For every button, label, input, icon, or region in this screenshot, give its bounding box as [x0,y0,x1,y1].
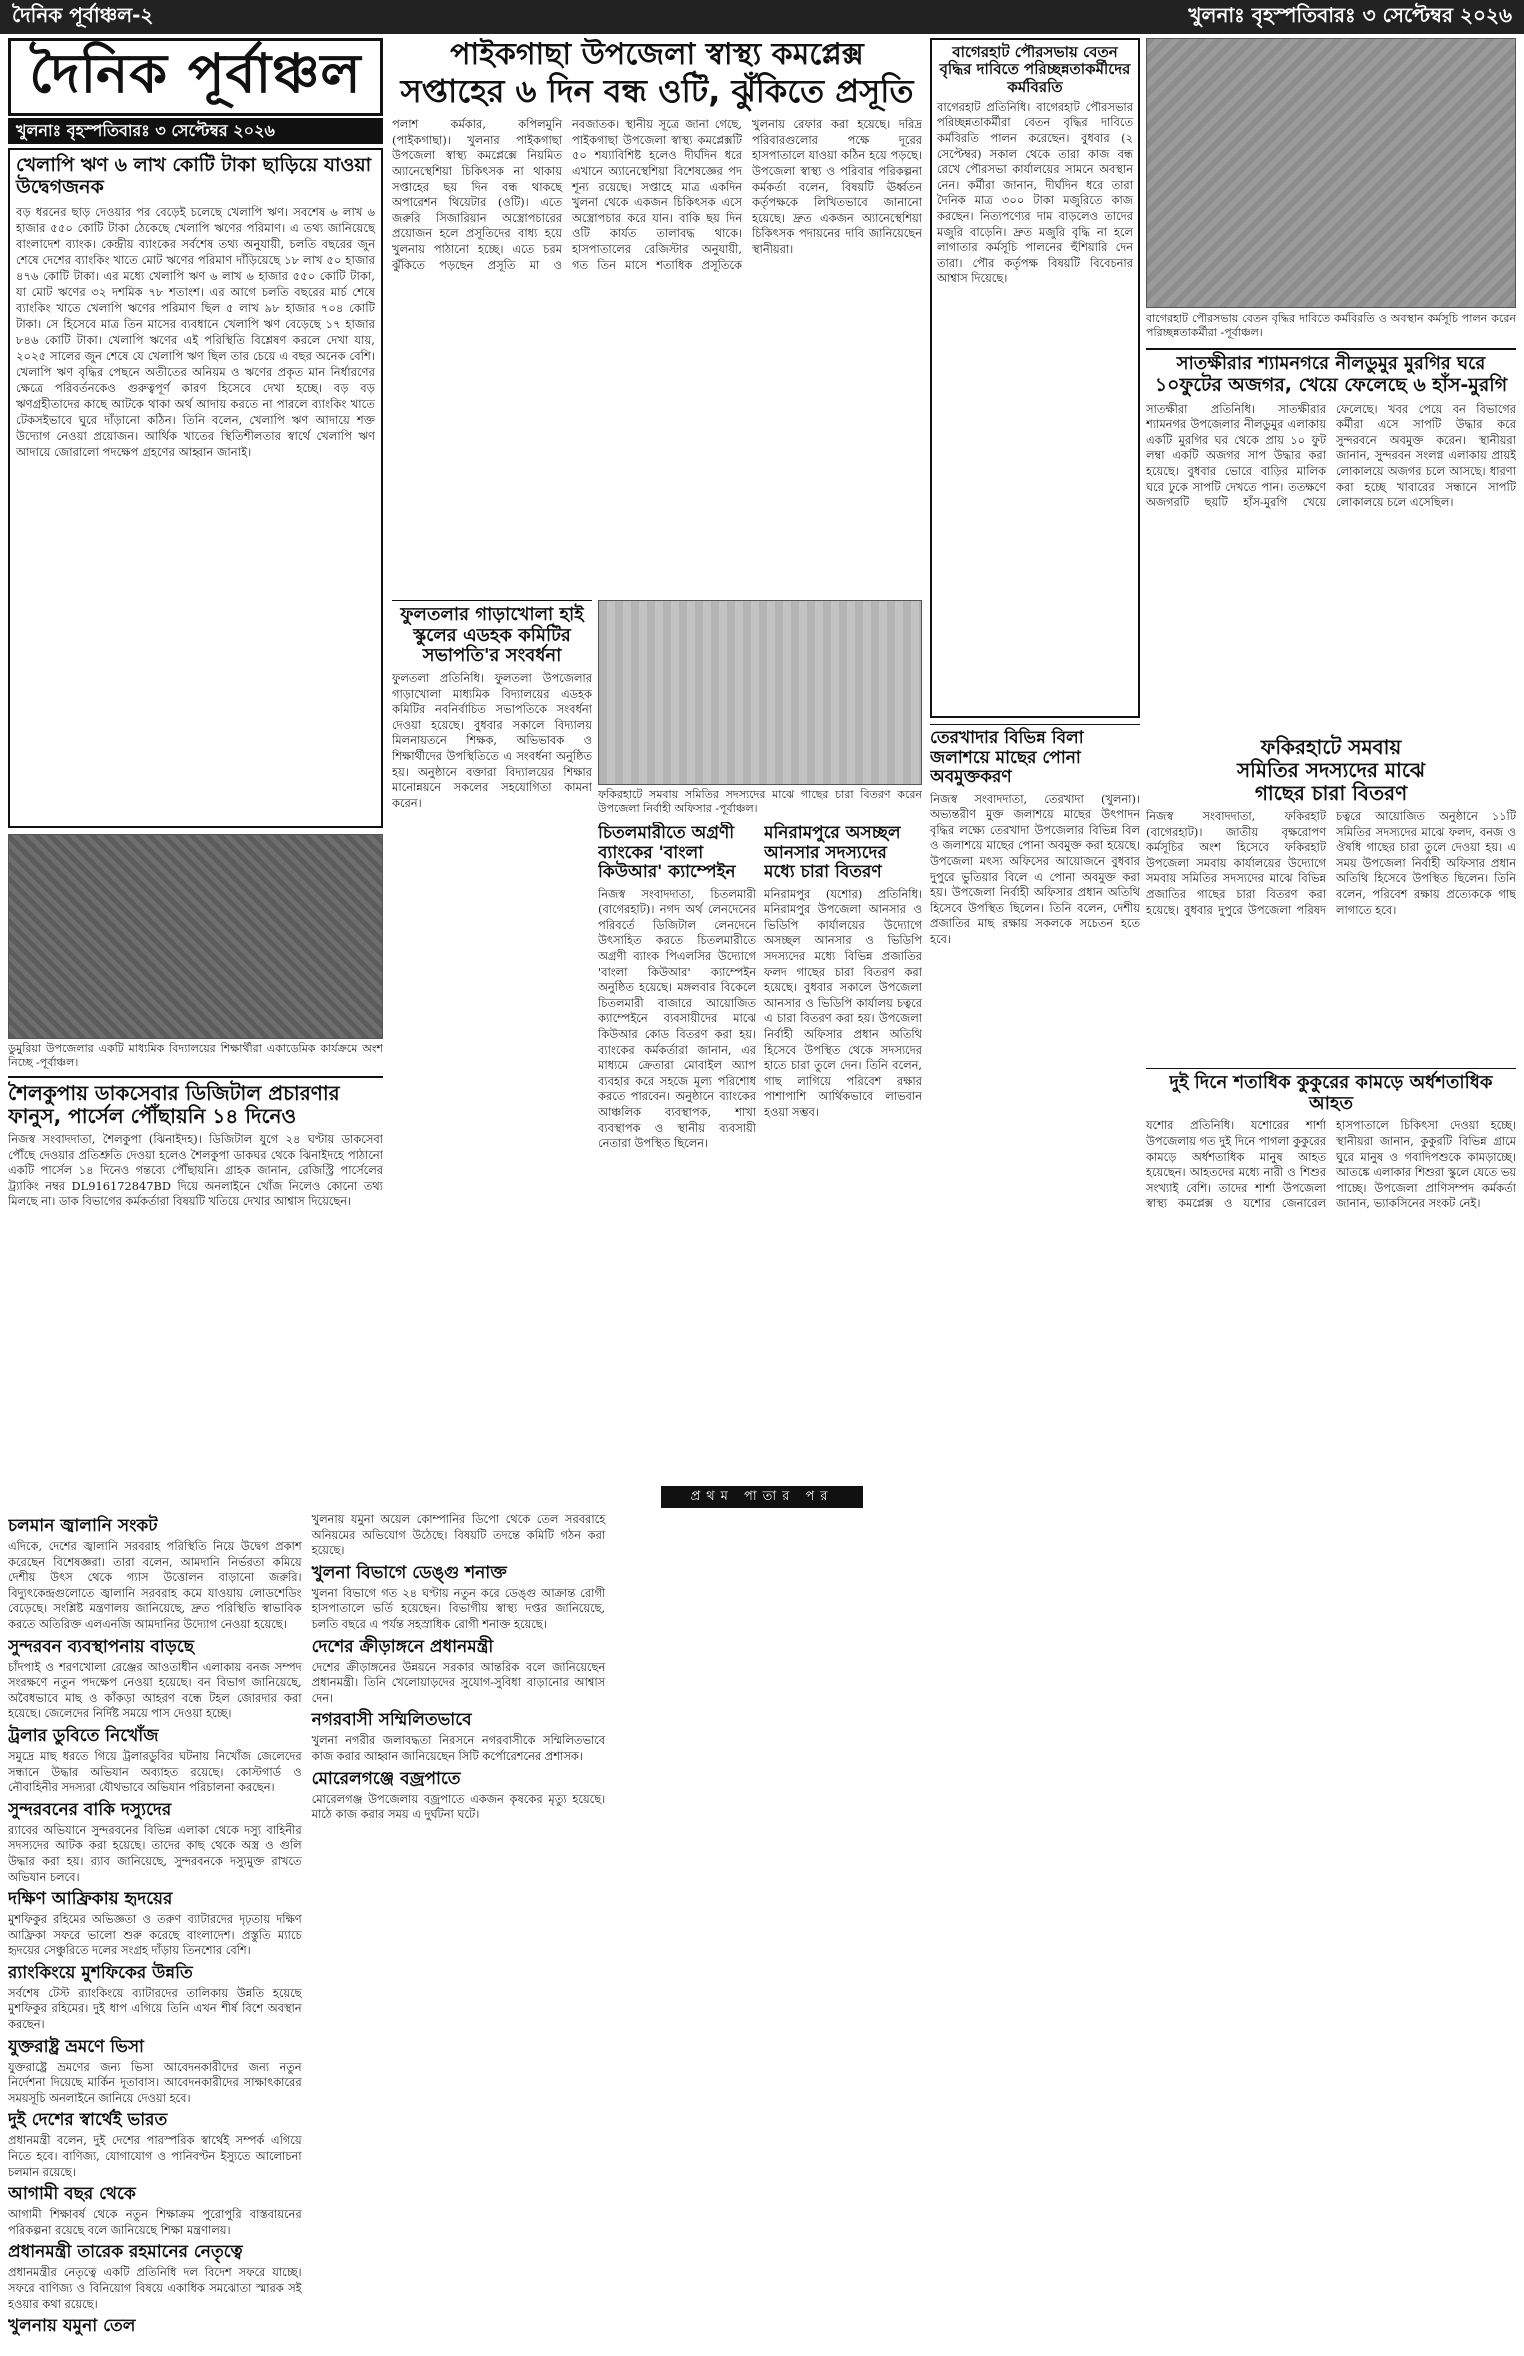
school-photo [8,834,383,1039]
story-default-loan [8,148,383,828]
story-headline: চিতলমারীতে অগ্রণী ব্যাংকের 'বাংলা কিউআর' ক্যাম্পেইন [598,823,736,883]
continuation-body: আগামী শিক্ষাবর্ষ থেকে নতুন শিক্ষাক্রম পুরোপুরি বাস্তবায়নের পরিকল্পনা রয়েছে বলে জানিয়েছে শিক্ষা মন্ত্রণালয়। [8,2207,302,2237]
center-photo [598,600,922,785]
section-divider [8,1486,1516,1508]
continuation-title: দুই দেশের স্বার্থেই ভারত [8,2110,168,2131]
continuation-item [312,1710,606,1764]
story-headline: খেলাপি ঋণ ৬ লাখ কোটি টাকা ছাড়িয়ে যাওয়া উদ্বেগজনক [16,154,372,198]
story-headline: মনিরামপুরে অসচ্ছল আনসার সদস্যদের মধ্যে চারা বিতরণ [764,823,901,883]
story-phultala [392,600,592,1140]
continuation-title: নগরবাসী সম্মিলিতভাবে [311,1710,472,1731]
continuation-item [8,2037,302,2107]
story-body: নিজস্ব সংবাদদাতা, চিতলমারী (বাগেরহাট)। নগদ অর্থ লেনদেনের পরিবর্তে ডিজিটাল লেনদেনে উৎসাহিত করতে চিতলমারীতে অগ্রণী ব্যাংক পিএলসির উদ্যোগে 'বাংলা কিউআর' ক্যাম্পেইন অনুষ্ঠিত হয়েছে। মঙ্গলবার বিকেলে চিতলমারী বাজারে আয়োজিত ক্যাম্পেইনে ব্যবসায়ীদের মাঝে কিউআর কোড বিতরণ করা হয়। ব্যাংকের কর্মকর্তারা জানান, এর মাধ্যমে ক্রেতারা মোবাইল অ্যাপ ব্যবহার করে সহজে মূল্য পরিশোধ করতে পারবেন। অনুষ্ঠানে ব্যাংকের আঞ্চলিক ব্যবস্থাপক, শাখা ব্যবস্থাপক ও স্থানীয় ব্যবসায়ী নেতারা উপস্থিত ছিলেন। [598,886,756,1151]
continuation-title: যুক্তরাষ্ট্র ভ্রমণে ভিসা [8,2036,144,2057]
continuation-item [8,1637,302,1722]
continuation-title: সুন্দরবন ব্যবস্থাপনায় বাড়ছে [8,1636,194,1657]
continuation-title: ট্রলার ডুবিতে নিখোঁজ [8,1725,159,1746]
story-chitalmari [598,822,756,1480]
story-body: যশোর প্রতিনিধি। যশোরের শার্শা উপজেলায় গত দুই দিনে পাগলা কুকুরের কামড়ে অর্ধশতাধিক মানুষ আহত হয়েছেন। আহতদের মধ্যে নারী ও শিশুর সংখ্যাই বেশি। তাদের শার্শা উপজেলা স্বাস্থ্য কমপ্লেক্স ও যশোর জেনারেল হাসপাতালে চিকিৎসা দেওয়া হচ্ছে। স্থানীয়রা জানান, কুকুরটি বিভিন্ন গ্রামে ঘুরে মানুষ ও গবাদিপশুকে কামড়াচ্ছে। আতঙ্কে এলাকার শিশুরা স্কুলে যেতে ভয় পাচ্ছে। উপজেলা প্রাণিসম্পদ কর্মকর্তা জানান, ভ্যাকসিনের সংকট নেই। [1146,1118,1516,1211]
continuation-item [8,1889,302,1959]
continuation-item [312,1769,606,1823]
continuation-title: মোরেলগঞ্জে বজ্রপাতে [311,1768,461,1789]
story-headline: তেরখাদার বিভিন্ন বিলা জলাশয়ে মাছের পোনা অবমুক্তকরণ [930,728,1084,788]
story-terokhada [930,724,1140,1480]
story-headline: শৈলকুপায় ডাকসেবার ডিজিটাল প্রচারণার ফানুস, পার্সেল পৌঁছায়নি ১৪ দিনেও [8,1081,340,1128]
continuation-body: সমুদ্রে মাছ ধরতে গিয়ে ট্রলারডুবির ঘটনায় নিখোঁজ জেলেদের সন্ধানে উদ্ধার অভিযান অব্যাহত রয়েছে। কোস্টগার্ড ও নৌবাহিনীর সদস্যরা যৌথভাবে অভিযান পরিচালনা করছেন। [8,1748,302,1795]
story-kicker: পাইকগাছা উপজেলা স্বাস্থ্য কমপ্লেক্স [450,38,864,72]
continuation-item [8,2110,302,2180]
story-bagerhat [930,38,1140,718]
continuation-item [312,1637,606,1707]
continuation-title: চলমান জ্বালানি সংকট [8,1516,158,1536]
masthead-date: খুলনাঃ বৃহস্পতিবারঃ ৩ সেপ্টেম্বর ২০২৬ [8,118,383,144]
continuation-body: দেশের ক্রীড়াঙ্গনের উন্নয়নে সরকার আন্তরিক বলে জানিয়েছেন প্রধানমন্ত্রী। তিনি খেলোয়াড়দের সুযোগ-সুবিধা বাড়ানোর আশ্বাস দেন। [311,1659,606,1705]
photo-caption: বাগেরহাট পৌরসভায় বেতন বৃদ্ধির দাবিতে কর্মবিরতি ও অবস্থান কর্মসূচি পালন করেন পরিচ্ছন্নতাকর্মীরা -পূর্বাঞ্চল। [1146,312,1516,339]
continuation-title: দক্ষিণ আফ্রিকায় হৃদয়ের [8,1889,173,1910]
story-body: মনিরামপুর (যশোর) প্রতিনিধি। মনিরামপুর উপজেলা আনসার ও ভিডিপি কার্যালয়ের উদ্যোগে অসচ্ছল আনসার ও ভিডিপি সদস্যদের মধ্যে বিভিন্ন প্রজাতির ফলদ গাছের চারা বিতরণ করা হয়েছে। বুধবার সকালে উপজেলা আনসার ও ভিডিপি কার্যালয় চত্বরে এ চারা বিতরণ করা হয়। উপজেলা নির্বাহী অফিসার প্রধান অতিথি হিসেবে উপস্থিত থেকে সদস্যদের হাতে চারা তুলে দেন। তিনি বলেন, গাছ লাগিয়ে পরিবেশ রক্ষার পাশাপাশি আর্থিকভাবে লাভবান হওয়া সম্ভব। [764,886,922,1119]
story-headline: বাগেরহাট পৌরসভায় বেতন বৃদ্ধির দাবিতে পরিচ্ছন্নতাকর্মীদের কর্মবিরতি [939,43,1131,96]
story-body: বড় ধরনের ছাড় দেওয়ার পর বেড়েই চলেছে খেলাপি ঋণ। সবশেষ ৬ লাখ ৬ হাজার ৫৫০ কোটি টাকা ঠেকেছে খেলাপি ঋণের পরিমাণ। এ তথ্য জানিয়েছে বাংলাদেশ ব্যাংক। কেন্দ্রীয় ব্যাংকের সর্বশেষ তথ্য অনুযায়ী, চলতি বছরের জুন শেষে দেশের ব্যাংকিং খাতে মোট ঋণের পরিমাণ দাঁড়িয়েছে ১৮ লাখ ৫০ হাজার ৪৭৬ কোটি টাকা। এর মধ্যে খেলাপি ঋণ ৬ লাখ ৬ হাজার ৫৫০ কোটি টাকা, যা মোট ঋণের ৩২ দশমিক ৭৮ শতাংশ। এর আগে চলতি বছরের মার্চ শেষে ব্যাংকিং খাতে খেলাপি ঋণের পরিমাণ ছিল ৫ লাখ ৯৮ হাজার ৭০৪ কোটি টাকা। সে হিসেবে মাত্র তিন মাসের ব্যবধানে খেলাপি ঋণ বেড়েছে ১৭ হাজার ৮৪৬ কোটি টাকা। খেলাপি ঋণের এই পরিস্থিতি বিশ্লেষণ করলে দেখা যায়, ২০২৫ সালের জুন শেষে যে খেলাপি ঋণ ছিল তার চেয়ে এ বছর অনেক বেশি। খেলাপি ঋণ বৃদ্ধির পেছনে অতীতের অনিয়ম ও ঋণের প্রকৃত মান নির্ধারণের ক্ষেত্রে পরিবর্তনকেও গুরুত্বপূর্ণ কারণ হিসেবে দেখা হচ্ছে। বড় বড় ঋণগ্রহীতাদের কাছে আটকে থাকা অর্থ আদায় করতে না পারলে ব্যাংকিং খাতে টেকসইভাবে ঘুরে দাঁড়ানো কঠিন। তিনি বলেন, খেলাপি ঋণ আদায়ে শক্ত উদ্যোগ নেওয়া প্রয়োজন। আর্থিক খাতের স্থিতিশীলতার স্বার্থে খেলাপি ঋণ আদায়ে জোরালো পদক্ষেপ গ্রহণের আহ্বান জানাই। [16,204,375,459]
continuation-title: প্রধানমন্ত্রী তারেক রহমানের নেতৃত্বে [8,2242,243,2263]
story-body: পলাশ কর্মকার, কপিলমুনি (পাইকগাছা)। খুলনার পাইকগাছা উপজেলা স্বাস্থ্য কমপ্লেক্সে নিয়মিত অ্যানেস্থেশিয়া চিকিৎসক না থাকায় সপ্তাহের ছয় দিন বন্ধ থাকছে অপারেশন থিয়েটার (ওটি)। এতে জরুরি সিজারিয়ান অস্ত্রোপচারের প্রয়োজন হলে প্রসূতিদের বাধ্য হয়ে খুলনায় পাঠানো হচ্ছে। এতে চরম ঝুঁকিতে পড়ছেন প্রসূতি মা ও নবজাতক। স্থানীয় সূত্রে জানা গেছে, পাইকগাছা উপজেলা স্বাস্থ্য কমপ্লেক্সটি ৫০ শয্যাবিশিষ্ট হলেও দীর্ঘদিন ধরে এখানে অ্যানেস্থেশিয়া বিশেষজ্ঞের পদ শূন্য রয়েছে। সপ্তাহে মাত্র একদিন খুলনা থেকে একজন চিকিৎসক এসে অস্ত্রোপচার করে যান। বাকি ছয় দিন ওটি কার্যত তালাবদ্ধ থাকে। হাসপাতালের রেজিস্টার অনুযায়ী, গত তিন মাসে শতাধিক প্রসূতিকে খুলনায় রেফার করা হয়েছে। দরিদ্র পরিবারগুলোর পক্ষে দূরের হাসপাতালে যাওয়া কঠিন হয়ে পড়ছে। উপজেলা স্বাস্থ্য ও পরিবার পরিকল্পনা কর্মকর্তা বলেন, বিষয়টি ঊর্ধ্বতন কর্তৃপক্ষকে লিখিতভাবে জানানো হয়েছে। দ্রুত একজন অ্যানেস্থেশিয়া চিকিৎসক পদায়নের দাবি জানিয়েছেন স্থানীয়রা। [392,117,922,272]
continuation-body: খুলনা নগরীর জলাবদ্ধতা নিরসনে নগরবাসীকে সম্মিলিতভাবে কাজ করার আহ্বান জানিয়েছেন সিটি কর্পোরেশনের প্রশাসক। [311,1733,606,1763]
continuation-item [8,1963,302,2033]
continuations [8,1512,1516,2348]
continuation-body: প্রধানমন্ত্রীর নেতৃত্বে একটি প্রতিনিধি দল বিদেশ সফরে যাচ্ছে। সফরে বাণিজ্য ও বিনিয়োগ বিষয়ে একাধিক সমঝোতা স্মারক সই হওয়ার কথা রয়েছে। [8,2265,302,2311]
story-fakirhat [1146,734,1516,1064]
continuation-item [8,1726,302,1796]
page-label: দৈনিক পূর্বাঞ্চল-২ [12,2,154,27]
story-paikgacha [392,38,922,598]
story-monirampur [764,822,922,1480]
story-headline: সপ্তাহের ৬ দিন বন্ধ ওটি, ঝুঁকিতে প্রসূতি [400,71,914,110]
continuation-item [8,2242,302,2312]
continuation-body: মোরেলগঞ্জ উপজেলায় বজ্রপাতে একজন কৃষকের মৃত্যু হয়েছে। মাঠে কাজ করার সময় এ দুর্ঘটনা ঘটে। [311,1791,606,1822]
photo-caption: ডুমুরিয়া উপজেলার একটি মাধ্যমিক বিদ্যালয়ের শিক্ষার্থীরা একাডেমিক কার্যক্রমে অংশ নিচ্ছে -পূর্বাঞ্চল। [8,1042,383,1069]
story-body: বাগেরহাট প্রতিনিধি। বাগেরহাট পৌরসভার পরিচ্ছন্নতাকর্মীরা বেতন বৃদ্ধির দাবিতে কর্মবিরতি পালন করেছেন। বুধবার (২ সেপ্টেম্বর) সকাল থেকে তারা কাজ বন্ধ রেখে পৌরসভা কার্যালয়ের সামনে অবস্থান নেন। কর্মীরা জানান, দীর্ঘদিন ধরে তারা দৈনিক মাত্র ৩০০ টাকা মজুরিতে কাজ করছেন। নিত্যপণ্যের দাম বাড়লেও তাদের মজুরি বাড়েনি। দ্রুত মজুরি বৃদ্ধি না হলে লাগাতার কর্মসূচি পালনের হুঁশিয়ারি দেন তারা। পৌর কর্তৃপক্ষ বিষয়টি বিবেচনার আশ্বাস দিয়েছে। [937,99,1133,286]
continuation-item [8,1800,302,1885]
bagerhat-photo [1146,38,1516,308]
continuation-title: দেশের ক্রীড়াঙ্গনে প্রধানমন্ত্রী [311,1636,494,1657]
story-kicker: সাতক্ষীরার শ্যামনগরে নীলডুমুর মুরগির ঘরে [1176,353,1486,374]
story-headline: দুই দিনে শতাধিক কুকুরের কামড়ে অর্ধশতাধিক আহত [1169,1072,1493,1114]
story-dog-bite [1146,1068,1516,1480]
story-headline: ১০ফুটের অজগর, খেয়ে ফেলেছে ৬ হাঁস-মুরগি [1154,373,1508,396]
continuation-title: আগামী বছর থেকে [8,2184,136,2205]
photo-caption: ফকিরহাটে সমবায় সমিতির সদস্যদের মাঝে গাছের চারা বিতরণ করেন উপজেলা নির্বাহী অফিসার -পূর্বাঞ্চল। [598,788,922,815]
story-kicker: ফকিরহাটে সমবায় [1260,735,1402,759]
story-body: নিজস্ব সংবাদদাতা, তেরখাদা (খুলনা)। অভ্যন্তরীণ মুক্ত জলাশয়ে মাছের উৎপাদন বৃদ্ধির লক্ষ্যে তেরখাদা উপজেলার বিভিন্ন বিল ও জলাশয়ে মাছের পোনা অবমুক্ত করা হয়েছে। উপজেলা মৎস্য অফিসের আয়োজনে বুধবার দুপুরে ভুতিয়ার বিলে এ পোনা অবমুক্ত করা হয়। উপজেলা নির্বাহী অফিসার প্রধান অতিথি হিসেবে উপস্থিত ছিলেন। তিনি বলেন, দেশীয় প্রজাতির মাছ রক্ষায় সকলকে সচেতন হতে হবে। [930,791,1140,946]
story-body: সাতক্ষীরা প্রতিনিধি। সাতক্ষীরার শ্যামনগর উপজেলার নীলডুমুর এলাকায় একটি মুরগির ঘর থেকে প্রায় ১০ ফুট লম্বা একটি অজগর সাপ উদ্ধার করা হয়েছে। বুধবার ভোরে বাড়ির মালিক ঘরে ঢুকে সাপটি দেখতে পান। ততক্ষণে অজগরটি ছয়টি হাঁস-মুরগি খেয়ে ফেলেছে। খবর পেয়ে বন বিভাগের কর্মীরা এসে সাপটি উদ্ধার করে সুন্দরবনে অবমুক্ত করেন। স্থানীয়রা জানান, সুন্দরবন সংলগ্ন এলাকায় প্রায়ই লোকালয়ে অজগর চলে আসছে। ধারণা করা হচ্ছে খাবারের সন্ধানে সাপটি লোকালয়ে চলে এসেছিল। [1146,401,1516,510]
story-headline-line3: গাছের চারা বিতরণ [1254,781,1408,805]
running-header [0,0,1524,34]
continuation-body: খুলনা বিভাগে গত ২৪ ঘণ্টায় নতুন করে ডেঙ্গু আক্রান্ত রোগী হাসপাতালে ভর্তি হয়েছেন। বিভাগীয় স্বাস্থ্য দপ্তর জানিয়েছে, চলতি বছরে এ পর্যন্ত সহস্রাধিক রোগী শনাক্ত হয়েছে। [311,1585,606,1631]
continuation-title: খুলনায় যমুনা তেল [8,2316,136,2337]
continuation-item [312,1563,606,1633]
continuation-body: প্রধানমন্ত্রী বলেন, দুই দেশের পারস্পরিক স্বার্থেই সম্পর্ক এগিয়ে নিতে হবে। বাণিজ্য, যোগাযোগ ও পানিবণ্টন ইস্যুতে আলোচনা চলমান রয়েছে। [8,2133,302,2179]
continuation-item [8,1516,302,1633]
header-date: খুলনাঃ বৃহস্পতিবারঃ ৩ সেপ্টেম্বর ২০২৬ [1188,2,1512,27]
continuation-item [8,2184,302,2238]
continuation-body: মুশফিকুর রহিমের অভিজ্ঞতা ও তরুণ ব্যাটারদের দৃঢ়তায় দক্ষিণ আফ্রিকা সফরে ভালো শুরু করেছে বাংলাদেশ। প্রস্তুতি ম্যাচে হৃদয়ের সেঞ্চুরিতে দলের সংগ্রহ দাঁড়ায় তিনশোর বেশি। [8,1912,302,1958]
story-headline: ফুলতলার গাড়াখোলা হাই স্কুলের এডহক কমিটির সভাপতি'র সংবর্ধনা [400,604,584,667]
continuation-body: চাঁদপাই ও শরণখোলা রেঞ্জের আওতাধীন এলাকায় বনজ সম্পদ সংরক্ষণে নতুন পদক্ষেপ নেওয়া হয়েছে। বন বিভাগ জানিয়েছে, অবৈধভাবে মাছ ও কাঁকড়া আহরণ বন্ধে টহল জোরদার করা হয়েছে। জেলেদের নির্দিষ্ট সময়ে পাস দেওয়া হচ্ছে। [8,1659,302,1721]
story-python [1146,348,1516,728]
continuation-body: খুলনায় যমুনা অয়েল কোম্পানির ডিপো থেকে তেল সরবরাহে অনিয়মের অভিযোগ উঠেছে। বিষয়টি তদন্তে কমিটি গঠন করা হয়েছে। [311,1512,606,1558]
story-body: ফুলতলা প্রতিনিধি। ফুলতলা উপজেলার গাড়াখোলা মাধ্যমিক বিদ্যালয়ের এডহক কমিটির নবনির্বাচিত সভাপতিকে সংবর্ধনা দেওয়া হয়েছে। বুধবার সকালে বিদ্যালয় মিলনায়তনে শিক্ষক, অভিভাবক ও শিক্ষার্থীদের উপস্থিতিতে এ সংবর্ধনা অনুষ্ঠিত হয়। অনুষ্ঠানে বক্তারা বিদ্যালয়ের শিক্ষার মানোন্নয়নে সকলের সহযোগিতা কামনা করেন। [392,671,592,810]
continuation-body: সর্বশেষ টেস্ট র‍্যাংকিংয়ে ব্যাটারদের তালিকায় উন্নতি হয়েছে মুশফিকুর রহিমের। দুই ধাপ এগিয়ে তিনি এখন শীর্ষ বিশে অবস্থান করছেন। [8,1985,302,2032]
continuation-title: র‍্যাংকিংয়ে মুশফিকের উন্নতি [8,1962,193,1983]
continuation-title: খুলনা বিভাগে ডেঙ্গু শনাক্ত [311,1562,507,1583]
story-headline: সমিতির সদস্যদের মাঝে [1236,758,1426,782]
continuation-body: যুক্তরাষ্ট্রে ভ্রমণের জন্য ভিসা আবেদনকারীদের জন্য নতুন নির্দেশনা দিয়েছে মার্কিন দূতাবাস। আবেদনকারীদের সাক্ষাৎকারের সময়সূচি অনলাইনে জানিয়ে দেওয়া হবে। [8,2059,302,2105]
continuation-body: এদিকে, দেশের জ্বালানি সরবরাহ পরিস্থিতি নিয়ে উদ্বেগ প্রকাশ করেছেন বিশেষজ্ঞরা। তারা বলেন, আমদানি নির্ভরতা কমিয়ে দেশীয় উৎস থেকে গ্যাস উত্তোলন বাড়ানো জরুরি। বিদ্যুৎকেন্দ্রগুলোতে জ্বালানি সরবরাহ কমে যাওয়ায় লোডশেডিং বেড়েছে। সংশ্লিষ্ট মন্ত্রণালয় জানিয়েছে, দ্রুত পরিস্থিতি স্বাভাবিক করতে অতিরিক্ত এলএনজি আমদানির উদ্যোগ নেওয়া হয়েছে। [8,1539,302,1631]
story-shoilkupa [8,1076,383,1480]
continuation-body: র‍্যাবের অভিযানে সুন্দরবনের বিভিন্ন এলাকা থেকে দস্যু বাহিনীর সদস্যদের আটক করা হয়েছে। তাদের কাছ থেকে অস্ত্র ও গুলি উদ্ধার করা হয়। র‍্যাব জানিয়েছে, সুন্দরবনকে দস্যুমুক্ত রাখতে অভিযান চলবে। [8,1822,302,1884]
continuation-title: সুন্দরবনের বাকি দস্যুদের [8,1799,172,1820]
story-body: নিজস্ব সংবাদদাতা, ফকিরহাট (বাগেরহাট)। জাতীয় বৃক্ষরোপণ কর্মসূচির অংশ হিসেবে ফকিরহাট উপজেলা সমবায় কার্যালয়ের উদ্যোগে সমবায় সমিতির সদস্যদের মাঝে বিভিন্ন প্রজাতির গাছের চারা বিতরণ করা হয়েছে। বুধবার দুপুরে উপজেলা পরিষদ চত্বরে আয়োজিত অনুষ্ঠানে ১১টি সমিতির সদস্যদের মাঝে ফলদ, বনজ ও ঔষধি গাছের চারা তুলে দেওয়া হয়। এ সময় উপজেলা নির্বাহী অফিসার প্রধান অতিথি হিসেবে উপস্থিত ছিলেন। তিনি বলেন, পরিবেশ রক্ষায় প্রত্যেককে গাছ লাগাতে হবে। [1146,809,1516,917]
section-label: প্রথম পাতার পর [661,1486,864,1508]
story-body: নিজস্ব সংবাদদাতা, শৈলকুপা (ঝিনাইদহ)। ডিজিটাল যুগে ২৪ ঘণ্টায় ডাকসেবা পৌঁছে দেওয়ার প্রতিশ্রুতি দেওয়া হলেও শৈলকুপা ডাকঘর থেকে ঝিনাইদহে পাঠানো একটি পার্সেল ১৪ দিনেও গন্তব্যে পৌঁছায়নি। গ্রাহক জানান, রেজিস্ট্রি পার্সেলের ট্র্যাকিং নম্বর DL916172847BD দিয়ে অনলাইনে খোঁজ নিলেও কোনো তথ্য মিলছে না। ডাক বিভাগের কর্মকর্তারা বিষয়টি খতিয়ে দেখার আশ্বাস দিয়েছেন। [8,1132,383,1209]
masthead-logo: দৈনিক পূর্বাঞ্চল [8,38,383,116]
